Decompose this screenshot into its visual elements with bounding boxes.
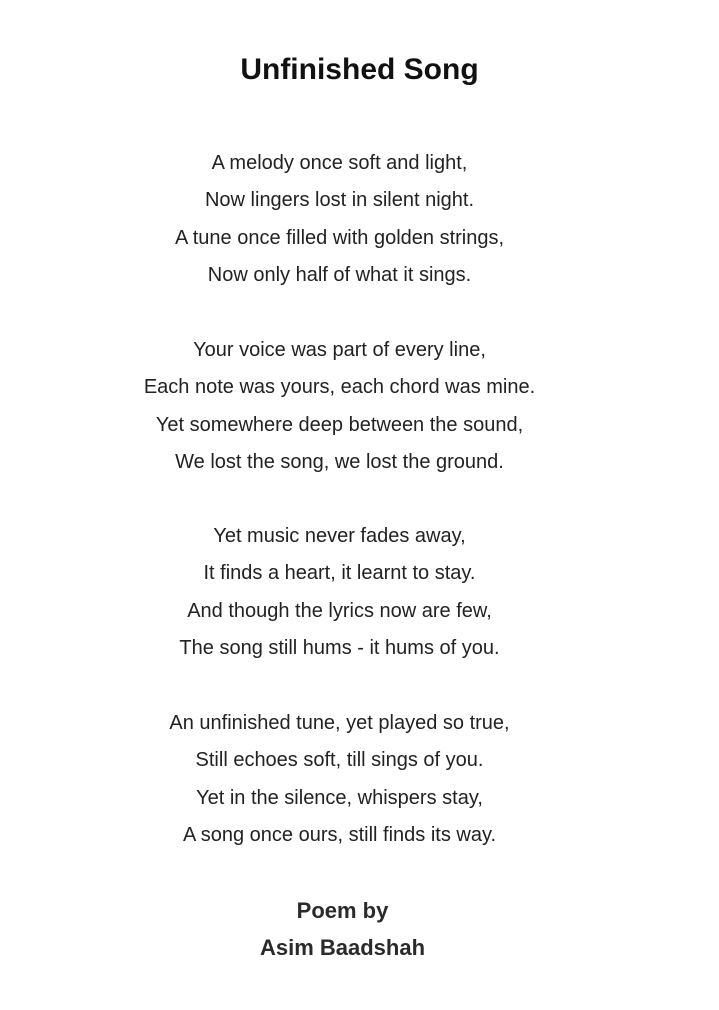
poem-line: Now only half of what it sings. <box>207 263 472 286</box>
poem-line: Yet in the silence, whispers stay, <box>196 786 483 809</box>
poem-signature <box>0 892 685 966</box>
author-name: Asim Baadshah <box>259 935 426 960</box>
poem-line: Your voice was part of every line, <box>193 339 486 361</box>
poem-line: Yet somewhere deep between the sound, <box>155 413 524 436</box>
poem-line: The song still hums - it hums of you. <box>179 636 500 659</box>
poem-line: A song once ours, still finds its way. <box>182 823 497 846</box>
poem-line: Yet music never fades away, <box>213 525 466 547</box>
stanza-2 <box>0 332 679 481</box>
poem-line: Now lingers lost in silent night. <box>204 189 474 212</box>
poem-line: An unfinished tune, yet played so true, <box>169 712 510 734</box>
poem-line: A melody once soft and light, <box>211 152 468 174</box>
stanza-3 <box>0 518 679 667</box>
poem-line: It finds a heart, it learnt to stay. <box>203 562 476 585</box>
poem-line: And though the lyrics now are few, <box>187 599 492 622</box>
poem-line: Each note was yours, each chord was mine. <box>143 376 536 399</box>
stanza-1 <box>0 145 679 294</box>
poem-line: A tune once filled with golden strings, <box>174 226 505 249</box>
poem-line: Still echoes soft, till sings of you. <box>195 749 484 772</box>
byline: Poem by <box>296 898 389 923</box>
stanza-4 <box>0 705 679 854</box>
poem-title: Unfinished Song <box>240 53 479 86</box>
poem-line: We lost the song, we lost the ground. <box>175 450 504 473</box>
